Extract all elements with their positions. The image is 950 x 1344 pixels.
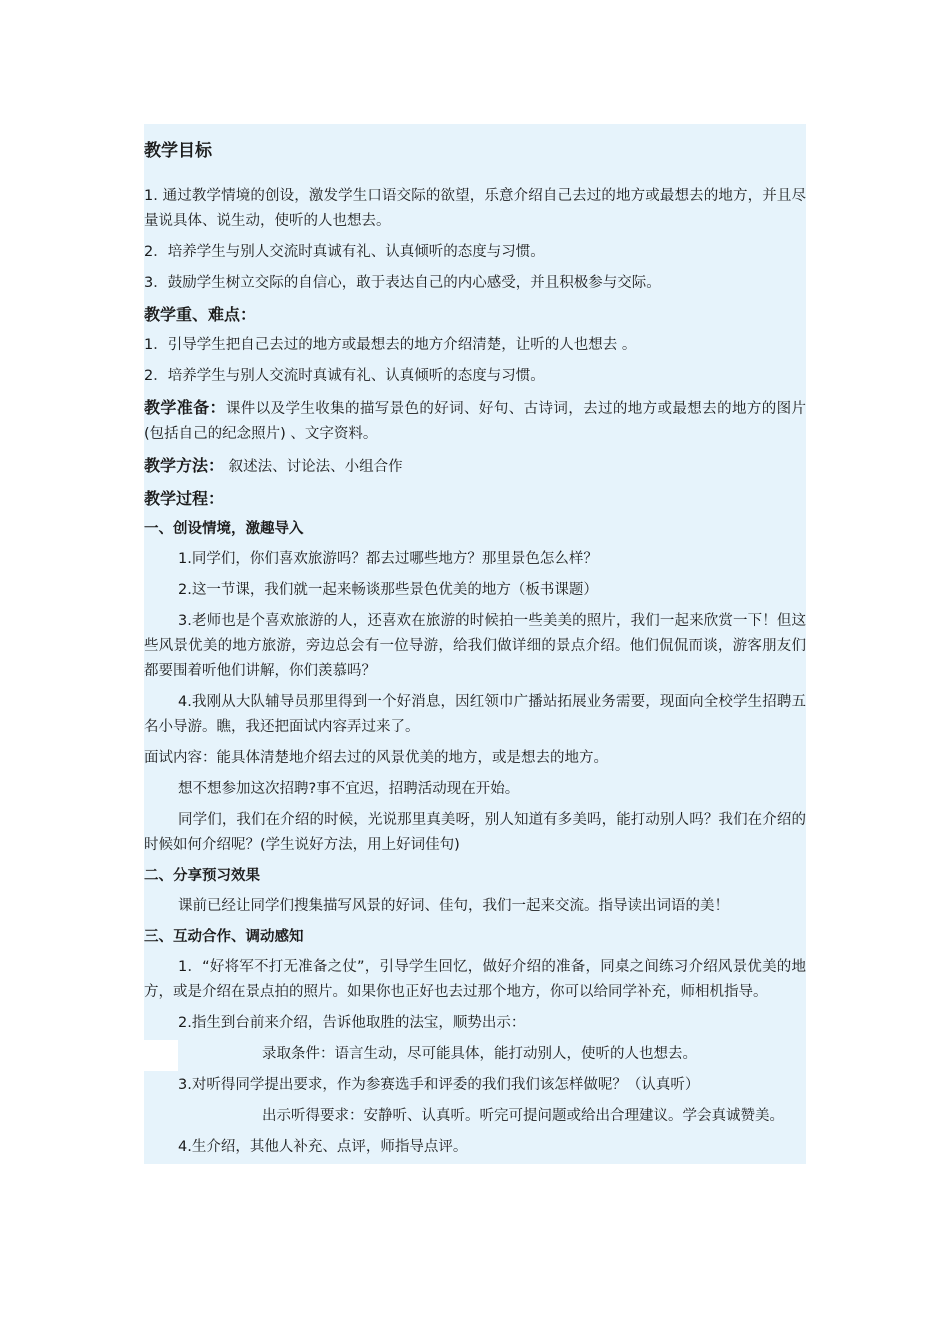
goal-item-3: 3．鼓励学生树立交际的自信心，敢于表达自己的内心感受，并且积极参与交际。: [144, 269, 806, 300]
key-points-heading: 教学重、难点：: [144, 300, 806, 331]
preparation-text: 课件以及学生收集的描写景色的好词、好句、古诗词，去过的地方或最想去的地方的图片(包括自己的纪念照片) 、文字资料。: [144, 401, 806, 442]
section1-paragraph-2: 2.这一节课，我们就一起来畅谈那些景色优美的地方（板书课题）: [144, 576, 806, 607]
section3-paragraph-4: 3.对听得同学提出要求，作为参赛选手和评委的我们我们该怎样做呢？（认真听）: [144, 1071, 806, 1102]
goal-item-1: 1. 通过教学情境的创设，激发学生口语交际的欲望，乐意介绍自己去过的地方或最想去的地方，并且尽量说具体、说生动，使听的人也想去。: [144, 182, 806, 238]
section2-heading: 二、分享预习效果: [144, 862, 806, 892]
goal-item-2: 2．培养学生与别人交流时真诚有礼、认真倾听的态度与习惯。: [144, 238, 806, 269]
preparation-label: 教学准备：: [144, 398, 226, 417]
section1-paragraph-6: 想不想参加这次招聘?事不宜迟，招聘活动现在开始。: [144, 775, 806, 806]
section3-paragraph-1: 1．“好将军不打无准备之仗”，引导学生回忆，做好介绍的准备，同桌之间练习介绍风景优美的地方，或是介绍在景点拍的照片。如果你也正好也去过那个地方，你可以给同学补充，师相机指导。: [144, 953, 806, 1009]
section1-paragraph-7: 同学们，我们在介绍的时候，光说那里真美呀，别人知道有多美吗，能打动别人吗？我们在介绍的时候如何介绍呢？(学生说好方法，用上好词佳句): [144, 806, 806, 862]
section1-paragraph-3: 3.老师也是个喜欢旅游的人，还喜欢在旅游的时候拍一些美美的照片，我们一起来欣赏一下！但这些风景优美的地方旅游，旁边总会有一位导游，给我们做详细的景点介绍。他们侃侃而谈，游客朋友们都要围着听他们讲解，你们羡慕吗？: [144, 607, 806, 688]
key-point-item-2: 2．培养学生与别人交流时真诚有礼、认真倾听的态度与习惯。: [144, 362, 806, 393]
lesson-plan-document: [144, 124, 806, 1164]
section1-paragraph-4: 4.我刚从大队辅导员那里得到一个好消息，因红领巾广播站拓展业务需要，现面向全校学生招聘五名小导游。瞧，我还把面试内容弄过来了。: [144, 688, 806, 744]
methods-paragraph: [144, 451, 806, 484]
goals-heading: 教学目标: [144, 124, 806, 182]
section1-paragraph-1: 1.同学们，你们喜欢旅游吗？都去过哪些地方？那里景色怎么样？: [144, 545, 806, 576]
process-heading: 教学过程：: [144, 484, 806, 515]
preparation-paragraph: [144, 393, 806, 451]
listening-requirements: 出示听得要求：安静听、认真听。听完可提问题或给出合理建议。学会真诚赞美。: [144, 1102, 806, 1133]
section3-paragraph-2: 2.指生到台前来介绍，告诉他取胜的法宝，顺势出示：: [144, 1009, 806, 1040]
section1-paragraph-5: 面试内容：能具体清楚地介绍去过的风景优美的地方，或是想去的地方。: [144, 744, 806, 775]
methods-label: 教学方法：: [144, 456, 225, 475]
key-point-item-1: 1．引导学生把自己去过的地方或最想去的地方介绍清楚，让听的人也想去 。: [144, 331, 806, 362]
admission-conditions: 录取条件：语言生动，尽可能具体，能打动别人，使听的人也想去。: [144, 1040, 806, 1071]
methods-text: 叙述法、讨论法、小组合作: [224, 459, 403, 475]
section3-paragraph-6: 4.生介绍，其他人补充、点评，师指导点评。: [144, 1133, 806, 1164]
section3-heading: 三、互动合作、调动感知: [144, 923, 806, 953]
section1-heading: 一、创设情境，激趣导入: [144, 515, 806, 545]
section2-paragraph-1: 课前已经让同学们搜集描写风景的好词、佳句，我们一起来交流。指导读出词语的美！: [144, 892, 806, 923]
